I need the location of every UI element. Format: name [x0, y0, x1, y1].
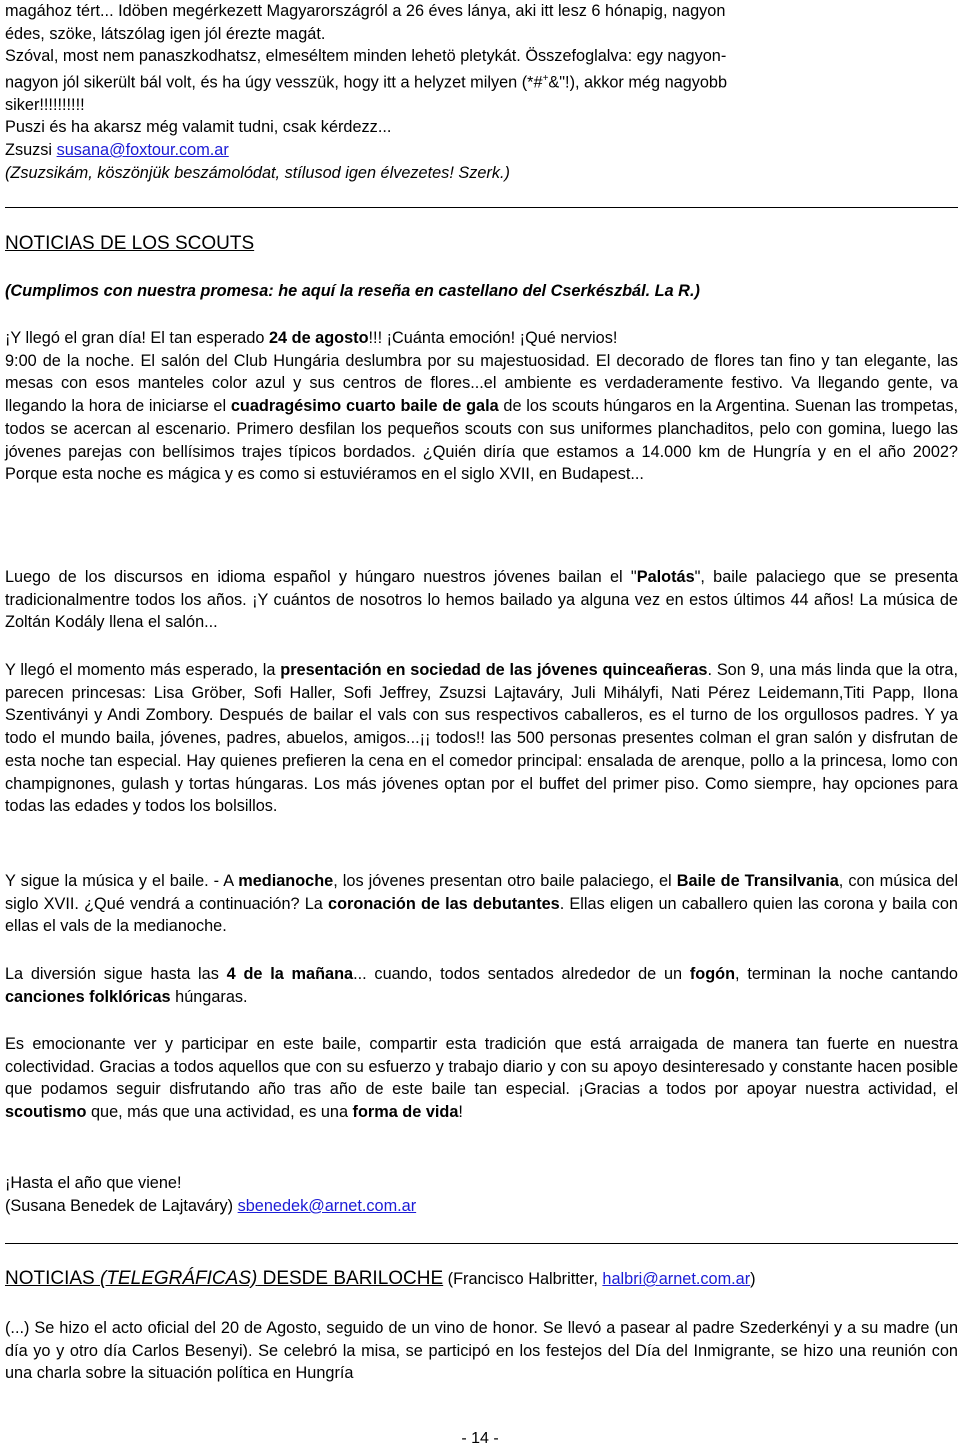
bold-text: forma de vida [352, 1103, 459, 1122]
bold-text: Palotás [636, 568, 695, 586]
email-link-sbenedek[interactable]: sbenedek@arnet.com.ar [237, 1196, 417, 1215]
author-name: (Susana Benedek de Lajtaváry) [5, 1196, 238, 1215]
text: , con música del siglo XVII. ¿Qué vendrá a continuación? La [5, 872, 958, 913]
author-line [5, 1195, 958, 1218]
section-divider-1 [5, 207, 958, 208]
editor-note: (Zsuzsikám, köszönjük beszámolódat, stílusod igen élvezetes! Szerk.) [5, 163, 510, 182]
paragraph-1 [5, 327, 958, 350]
hungarian-line-5: siker!!!!!!!!!! [5, 95, 85, 114]
author-end: ) [750, 1270, 756, 1288]
paragraph-6 [5, 963, 958, 1008]
hungarian-line-4-text-end: &"!), akkor még nagyobb [548, 73, 728, 92]
paragraph-3 [5, 566, 958, 634]
scouts-title: NOTICIAS DE LOS SCOUTS [5, 233, 255, 254]
text: Y llegó el momento más esperado, la [5, 661, 281, 679]
text: ¡Y llegó el gran día! El tan esperado [5, 329, 269, 347]
hungarian-line-6: Puszi és ha akarsz még valamit tudni, csak kérdezz... [5, 118, 392, 137]
heading-text: DESDE BARILOCHE [257, 1268, 444, 1289]
bariloche-heading [5, 1268, 958, 1290]
closing-block [5, 1172, 958, 1217]
bold-text: medianoche [238, 872, 334, 890]
hungarian-line-1: magához tért... Idöben megérkezett Magyarországról a 26 éves lánya, aki itt lesz 6 hónapig, nagyon [5, 2, 726, 20]
paragraph-7 [5, 1033, 958, 1124]
signature-line [5, 139, 958, 162]
paragraph-4 [5, 659, 958, 818]
bariloche-paragraph: (...) Se hizo el acto oficial del 20 de Agosto, seguido de un vino de honor. Se llevó a pasear al padre Szederkényi y a su madre (un día yo y otro día Carlos Besenyi). Se celebró la misa, se participó en los festejos del Día del Inmigrante, se hizo una reunión con una charla sobre la situación política en Hungría [5, 1319, 958, 1383]
text: húngaras. [170, 987, 248, 1006]
text: . Son 9, una más linda que la otra, parecen princesas: Lisa Gröber, Sofi Haller, Sofi Jeffrey, Zsuzsi Lajtaváry, Juli Mihályfi, Nati Pérez Leidemann,Titi Papp, Ilona Szentiványi y Andi Zombory. Después de bailar el vals con sus respectivos caballeros, es el turno de los orgullosos padres. Y ya todo el mundo baila, jóvenes, padres, abuelos, amigos...¡¡ todos!! las 500 personas presentes colman el gran salón y disfrutan de esta noche tan especial. Hay quienes prefieren la cena en el comedor principal: ensalada de arenque, pollo a la princesa, lomo con champignones, gulash y tortas húngaras. Los más jóvenes optan por el buffet del primer piso. Como siempre, hay opciones para todas las edades y todos los bolsillos. [5, 661, 958, 816]
bold-text: presentación en sociedad de las jóvenes quinceañeras [280, 661, 708, 679]
signature-name: Zsuzsi [5, 140, 57, 159]
hungarian-letter-block [5, 0, 958, 184]
page-number: - 14 - [461, 1430, 499, 1447]
text: que, más que una actividad, es una [86, 1103, 353, 1122]
text: 9:00 de la noche. El salón del Club Hungária deslumbra por su majestuosidad. El decorado de flores tan fino y tan elegante, las mesas con esos manteles color azul y sus centros de flores...el ambiente es verdaderamente festivo. Va llegando gente, va llegando la hora de iniciarse el [5, 351, 958, 416]
heading-text: NOTICIAS [5, 1268, 101, 1289]
text: Es emocionante ver y participar en este baile, compartir esta tradición que está arraigada de manera tan fuerte en nuestra colectividad. Gracias a todos aquellos que con su esfuerzo y trabajo diario y con su apoyo desinteresado y constante hacen posible que podamos seguir disfrutando año tras año de este baile tan especial. ¡Gracias a todos por apoyar nuestra actividad, el [5, 1035, 958, 1099]
bold-text: Baile de Transilvania [676, 872, 839, 890]
bold-text: canciones folklóricas [5, 987, 171, 1006]
bold-text: 24 de agosto [269, 329, 369, 347]
closing-line: ¡Hasta el año que viene! [5, 1174, 182, 1192]
paragraph-5 [5, 870, 958, 938]
text: Y sigue la música y el baile. - A [5, 872, 239, 890]
text: . Ellas eligen un caballero quien las corona y baila con ellas el vals de la medianoche. [5, 894, 958, 936]
heading-italic: (TELEGRÁFICAS) [100, 1268, 258, 1289]
text: Luego de los discursos en idioma español y húngaro nuestros jóvenes bailan el " [5, 568, 637, 586]
text: !!! ¡Cuánta emoción! ¡Qué nervios! [368, 329, 618, 347]
hungarian-line-4-text: nagyon jól sikerült bál volt, és ha úgy vesszük, hogy itt a helyzet milyen (*# [5, 73, 543, 92]
bold-text: cuadragésimo cuarto baile de gala [230, 397, 499, 416]
paragraph-2 [5, 350, 958, 486]
text: La diversión sigue hasta las [5, 965, 227, 983]
bold-text: coronación de las debutantes [328, 894, 560, 913]
text: , terminan la noche cantando [735, 965, 958, 983]
hungarian-line-4-sup: + [542, 72, 549, 84]
bold-text: 4 de la mañana [226, 965, 354, 983]
hungarian-line-2: édes, szöke, látszólag igen jól érezte magát. [5, 24, 326, 43]
scouts-article [5, 327, 958, 486]
email-link-halbri[interactable]: halbri@arnet.com.ar [602, 1270, 751, 1288]
text: ! [458, 1103, 463, 1122]
hungarian-line-4 [5, 68, 958, 94]
section-divider-2 [5, 1243, 958, 1244]
text: , los jóvenes presentan otro baile palaciego, el [333, 872, 677, 890]
text: ... cuando, todos sentados alrededor de un [353, 965, 690, 983]
email-link-susana[interactable]: susana@foxtour.com.ar [56, 140, 229, 159]
hungarian-line-3: Szóval, most nem panaszkodhatsz, elmeséltem minden lehetö pletykát. Összefoglalva: egy nagyon- [5, 47, 727, 66]
scouts-subtitle: (Cumplimos con nuestra promesa: he aquí la reseña en castellano del Cserkészbál. La R.) [5, 282, 700, 300]
bold-text: fogón [689, 965, 736, 983]
author: (Francisco Halbritter, [443, 1270, 603, 1288]
text: de los scouts húngaros en la Argentina. Suenan las trompetas, todos se acercan al escenario. Primero desfilan los pequeños scouts con sus uniformes planchaditos, pelo con gomina, luego las jóvenes parejas con bellísimos trajes típicos bordados. ¿Quién diría que estamos a 14.000 km de Hungría y en el año 2002? Porque esta noche es mágica y es como si estuviéramos en el siglo XVII, en Budapest... [5, 397, 958, 484]
text: ", baile palaciego que se presenta tradicionalmentre todos los años. ¡Y cuántos de nosotros lo hemos bailado ya alguna vez en estos últimos 44 años! La música de Zoltán Kodály llena el salón... [5, 568, 959, 632]
bold-text: scoutismo [5, 1103, 87, 1122]
